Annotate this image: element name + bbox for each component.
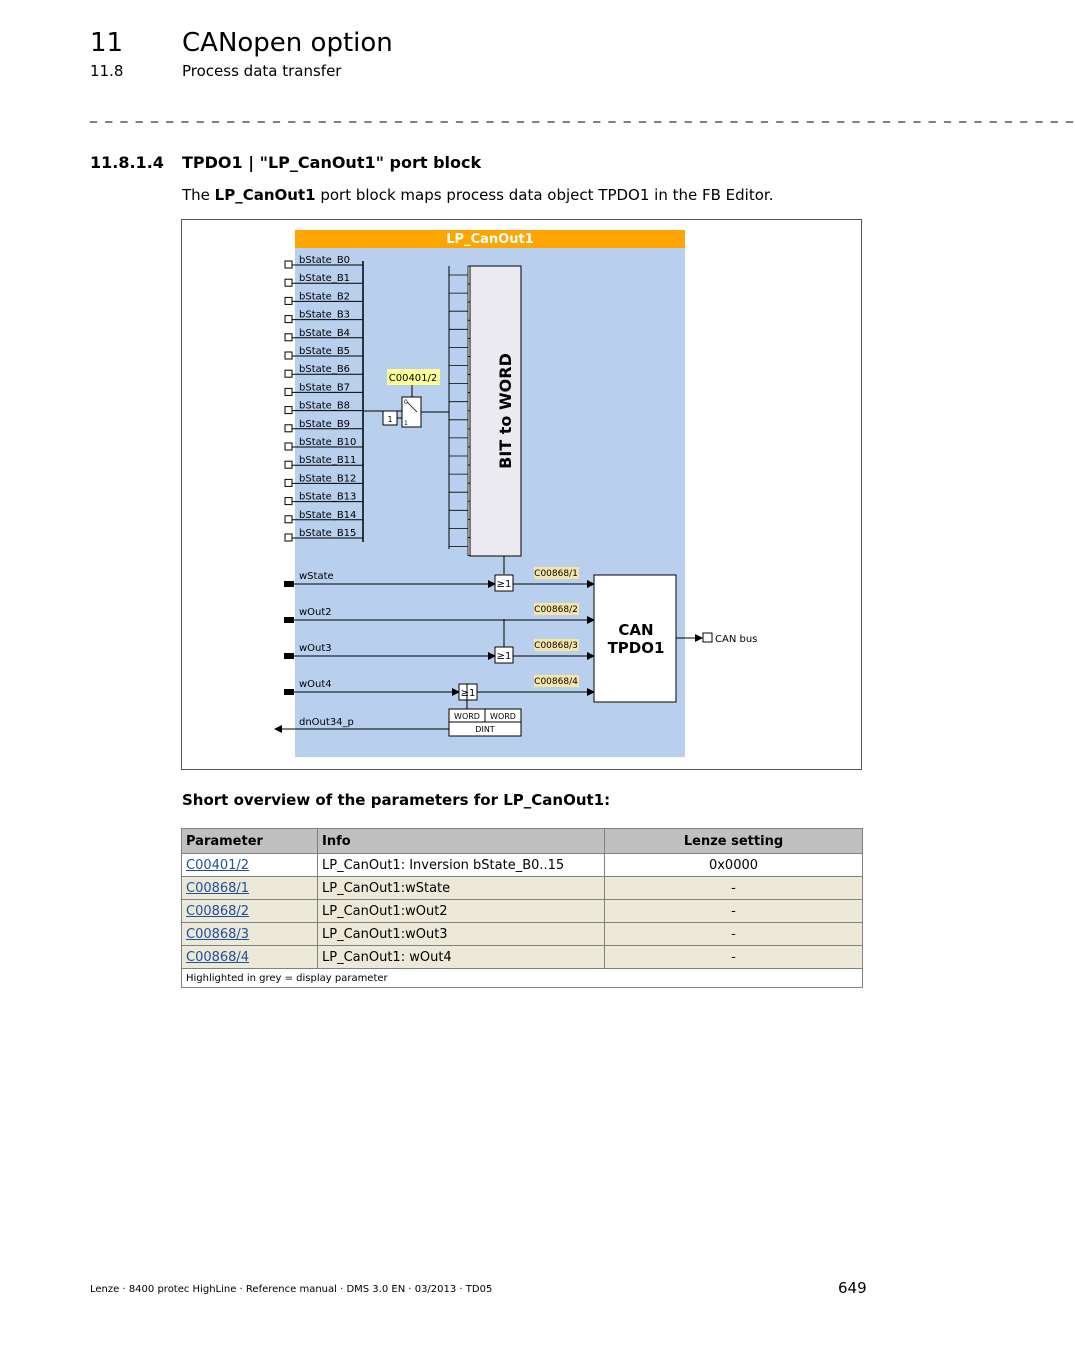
table-note-row: [182, 969, 863, 988]
param-cell: [182, 946, 318, 969]
bstate-label: bState_B11: [299, 455, 357, 467]
bstate-label: bState_B2: [299, 291, 351, 303]
setting-cell: -: [605, 946, 863, 969]
bstate-label: bState_B4: [299, 327, 351, 339]
dnout-label: dnOut34_p: [299, 717, 354, 728]
chapter-title: CANopen option: [182, 28, 393, 58]
bstate-label: bState_B12: [299, 473, 357, 485]
bstate-label: bState_B14: [299, 509, 357, 521]
can-bus-port: [703, 633, 712, 642]
param-label: C00868/3: [534, 641, 578, 651]
dint-label: DINT: [475, 725, 495, 734]
page-number: 649: [838, 1279, 867, 1297]
param-link[interactable]: C00401/2: [186, 857, 250, 873]
param-label: C00868/2: [534, 605, 578, 615]
param-link[interactable]: C00868/3: [186, 926, 250, 942]
intro-paragraph: [182, 186, 773, 204]
word-label-1: WORD: [454, 712, 480, 721]
param-link[interactable]: C00868/4: [186, 949, 250, 965]
table-note: Highlighted in grey = display parameter: [182, 969, 863, 988]
param-cell: [182, 877, 318, 900]
bstate-port: [285, 297, 292, 304]
intro-bold: LP_CanOut1: [214, 186, 316, 204]
word-label: wOut3: [299, 643, 332, 654]
function-block-diagram: [181, 219, 862, 770]
bstate-port: [285, 261, 292, 268]
col-header-info: Info: [318, 829, 605, 854]
word-label: wOut2: [299, 607, 332, 618]
bstate-port: [285, 388, 292, 395]
param-link[interactable]: C00868/2: [186, 903, 250, 919]
section-number: 11.8: [90, 62, 124, 80]
param-label: C00868/1: [534, 569, 578, 579]
bstate-port: [285, 334, 292, 341]
table-row: [182, 923, 863, 946]
bit-to-word-label: BIT to WORD: [496, 353, 515, 469]
col-header-parameter: Parameter: [182, 829, 318, 854]
bstate-label: bState_B15: [299, 528, 357, 539]
can-label: CAN: [618, 621, 654, 639]
header-separator: _ _ _ _ _ _ _ _ _ _ _ _ _ _ _ _ _ _ _ _ _ _ _ _ _ _ _ _ _ _ _ _ _ _ _ _ _ _ _ _ _ _ _ _ _ _ _ _ _ _ _ _ _ _ _ _ _ _ _ _ _ _ _ _ _: [90, 107, 1075, 123]
info-cell: LP_CanOut1:wOut3: [318, 923, 605, 946]
block-title: LP_CanOut1: [446, 232, 534, 247]
bstate-label: bState_B7: [299, 382, 351, 394]
word-port: [284, 581, 294, 587]
bstate-label: bState_B9: [299, 418, 351, 430]
subsection-title: TPDO1 | "LP_CanOut1" port block: [182, 153, 482, 172]
setting-cell: -: [605, 923, 863, 946]
word-port: [284, 617, 294, 623]
setting-cell: -: [605, 877, 863, 900]
word-port: [284, 653, 294, 659]
or-gate-label: ≥1: [460, 688, 476, 699]
param-label: C00868/4: [534, 677, 578, 687]
info-cell: LP_CanOut1:wState: [318, 877, 605, 900]
bstate-port: [285, 498, 292, 505]
bstate-port: [285, 279, 292, 286]
bstate-port: [285, 443, 292, 450]
switch-value: 1: [387, 415, 393, 424]
bstate-port: [285, 534, 292, 541]
bstate-port: [285, 479, 292, 486]
bstate-port: [285, 407, 292, 414]
param-cell: [182, 854, 318, 877]
setting-cell: -: [605, 900, 863, 923]
bstate-port: [285, 425, 292, 432]
word-label: wState: [299, 571, 334, 582]
switch-pos-1: 1: [404, 420, 408, 427]
table-header-row: [182, 829, 863, 854]
subsection-number: 11.8.1.4: [90, 153, 164, 172]
bstate-label: bState_B6: [299, 364, 351, 376]
bstate-label: bState_B5: [299, 346, 351, 357]
tpdo1-label: TPDO1: [607, 639, 665, 657]
bstate-label: bState_B1: [299, 273, 351, 285]
bstate-port: [285, 316, 292, 323]
info-cell: LP_CanOut1: Inversion bState_B0..15: [318, 854, 605, 877]
table-row: [182, 946, 863, 969]
param-link[interactable]: C00868/1: [186, 880, 250, 896]
inversion-param: C00401/2: [388, 373, 438, 384]
can-bus-label: CAN bus: [715, 634, 758, 645]
param-cell: [182, 900, 318, 923]
intro-post: port block maps process data object TPDO1 in the FB Editor.: [315, 186, 774, 204]
bstate-label: bState_B13: [299, 491, 357, 503]
word-label: wOut4: [299, 679, 332, 690]
parameter-table: [181, 828, 863, 988]
params-heading: Short overview of the parameters for LP_CanOut1:: [182, 791, 611, 809]
info-cell: LP_CanOut1: wOut4: [318, 946, 605, 969]
bstate-label: bState_B10: [299, 437, 357, 448]
table-row: [182, 854, 863, 877]
col-header-setting: Lenze setting: [605, 829, 863, 854]
param-cell: [182, 923, 318, 946]
or-gate-label: ≥1: [496, 579, 512, 590]
switch-pos-0: 0: [404, 399, 408, 406]
bstate-label: bState_B8: [299, 400, 351, 412]
intro-pre: The: [182, 186, 215, 204]
bstate-port: [285, 370, 292, 377]
bstate-label: bState_B3: [299, 309, 351, 321]
footer-text: Lenze · 8400 protec HighLine · Reference manual · DMS 3.0 EN · 03/2013 · TD05: [90, 1284, 493, 1295]
chapter-number: 11: [90, 28, 124, 58]
word-port: [284, 689, 294, 695]
section-title: Process data transfer: [182, 62, 342, 80]
or-gate-label: ≥1: [496, 651, 512, 662]
word-label-2: WORD: [490, 712, 516, 721]
bstate-port: [285, 352, 292, 359]
table-row: [182, 877, 863, 900]
bstate-label: bState_B0: [299, 255, 351, 266]
bstate-port: [285, 516, 292, 523]
setting-cell: 0x0000: [605, 854, 863, 877]
info-cell: LP_CanOut1:wOut2: [318, 900, 605, 923]
bstate-port: [285, 461, 292, 468]
table-row: [182, 900, 863, 923]
